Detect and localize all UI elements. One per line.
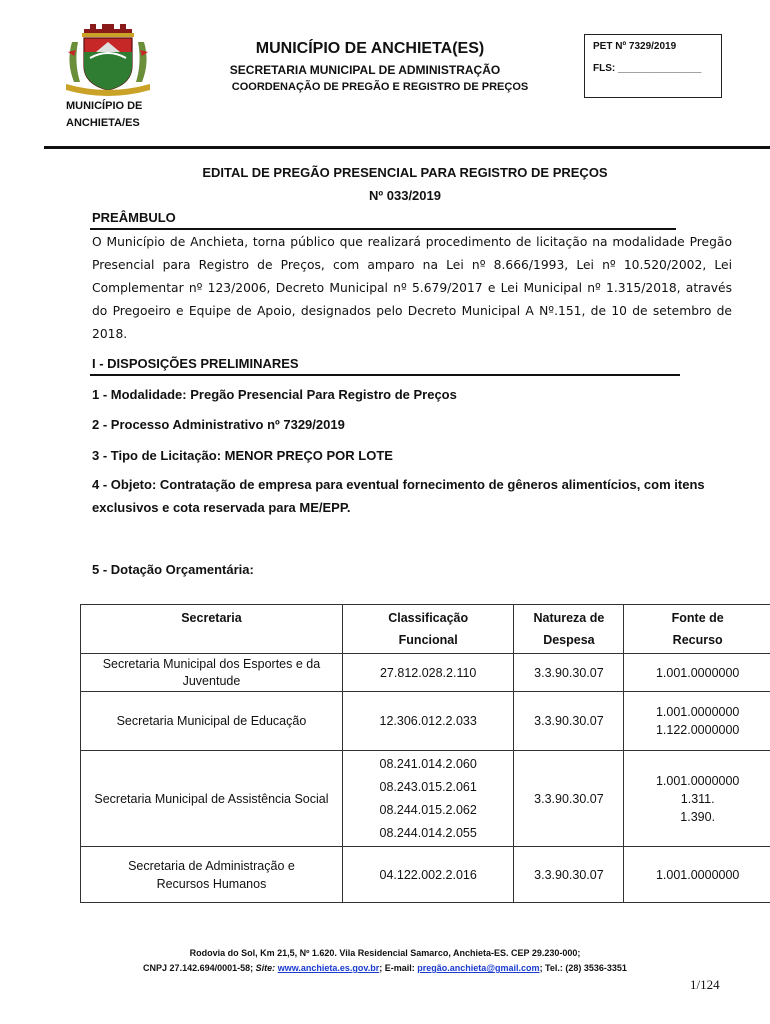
fonte-line: 1.311.	[680, 791, 715, 806]
item-dotacao: 5 - Dotação Orçamentária:	[92, 562, 254, 577]
table-row	[81, 847, 770, 903]
cell-secretaria	[81, 847, 343, 903]
preamble-rule	[90, 228, 676, 230]
header-classificacao	[342, 605, 514, 654]
footer-email-label: ; E-mail:	[379, 963, 415, 973]
cell-fonte: 1.001.0000000	[624, 654, 770, 692]
fonte-line: 1.001.0000000	[655, 773, 740, 788]
cell-fonte	[624, 692, 770, 751]
cell-classificacao: 12.306.012.2.033	[342, 692, 514, 751]
preamble-heading: PREÂMBULO	[92, 210, 176, 225]
item-objeto: 4 - Objeto: Contratação de empresa para eventual fornecimento de gêneros alimentícios, com itens exclusivos e cota reservada para ME/EPP.	[92, 477, 705, 515]
header-fonte-text: Fonte de Recurso	[671, 611, 724, 647]
fonte-line: 1.390.	[680, 809, 716, 824]
table-header-row	[81, 605, 770, 654]
crest-label-line1: MUNICÍPIO DE	[66, 100, 143, 112]
preamble-text: O Município de Anchieta, torna público que realizará procedimento de licitação na modalidade Pregão Presencial para Registro de Preços, com amparo na Lei nº 8.666/1993, Lei nº 10.520/2002, Lei Complementar nº 123/2006, Decreto Municipal nº 5.679/2017 e Lei Municipal nº 1.315/2018, através do Pregoeiro e Equipe de Apoio, designados pelo Decreto Municipal A Nº.151, de 10 de setembro de 2018.	[92, 235, 732, 341]
municipality-title: MUNICÍPIO DE ANCHIETA(ES)	[255, 40, 485, 57]
header-secretaria: Secretaria	[81, 605, 343, 654]
site-link[interactable]: www.anchieta.es.gov.br	[277, 963, 380, 973]
cell-natureza: 3.3.90.30.07	[514, 847, 624, 903]
header-natureza	[514, 605, 624, 654]
budget-allocation-table	[80, 604, 770, 903]
fonte-line: 1.122.0000000	[655, 723, 740, 737]
footer-address: Rodovia do Sol, Km 21,5, Nº 1.620. Vila Residencial Samarco, Anchieta-ES. CEP 29.230-000;	[189, 948, 581, 958]
header-natureza-text: Natureza de Despesa	[533, 611, 605, 647]
header-fonte	[624, 605, 770, 654]
secretaria-text: Secretaria de Administração e Recursos Humanos	[128, 858, 295, 891]
table-row	[81, 751, 770, 847]
page-number: 1/124	[690, 977, 720, 992]
email-link[interactable]: pregão.anchieta@gmail.com	[417, 963, 540, 973]
table-row	[81, 654, 770, 692]
footer-cnpj: CNPJ 27.142.694/0001-58;	[143, 963, 254, 973]
section-rule	[90, 374, 680, 376]
document-number: Nº 033/2019	[369, 188, 441, 203]
municipal-coat-of-arms	[62, 22, 154, 96]
secretariat-subtitle: SECRETARIA MUNICIPAL DE ADMINISTRAÇÃO	[229, 63, 501, 77]
classificacao-line: 08.243.015.2.061	[379, 779, 477, 794]
footer-phone: ; Tel.: (28) 3536-3351	[539, 963, 627, 973]
protocol-box	[584, 34, 722, 98]
cell-classificacao: 27.812.028.2.110	[342, 654, 514, 692]
classificacao-line: 08.241.014.2.060	[379, 756, 477, 771]
cell-fonte: 1.001.0000000	[624, 847, 770, 903]
cell-classificacao: 04.122.002.2.016	[342, 847, 514, 903]
document-title: EDITAL DE PREGÃO PRESENCIAL PARA REGISTRO DE PREÇOS	[202, 165, 608, 180]
header-divider	[44, 146, 770, 149]
cell-secretaria: Secretaria Municipal de Educação	[81, 692, 343, 751]
cell-natureza: 3.3.90.30.07	[514, 692, 624, 751]
fonte-line: 1.001.0000000	[655, 705, 740, 719]
cell-natureza: 3.3.90.30.07	[514, 654, 624, 692]
item-tipo-licitacao: 3 - Tipo de Licitação: MENOR PREÇO POR LOTE	[92, 448, 393, 463]
cell-natureza: 3.3.90.30.07	[514, 751, 624, 847]
footer-contacts	[80, 963, 690, 973]
pet-number: PET Nº 7329/2019	[593, 41, 677, 52]
header-classificacao-text: Classificação Funcional	[388, 611, 469, 647]
cell-secretaria	[81, 751, 343, 847]
item-processo: 2 - Processo Administrativo nº 7329/2019	[92, 417, 345, 432]
coordination-subtitle: COORDENAÇÃO DE PREGÃO E REGISTRO DE PREÇOS	[231, 81, 529, 93]
cell-secretaria: Secretaria Municipal dos Esportes e da Juventude	[81, 654, 343, 692]
cell-fonte	[624, 751, 770, 847]
classificacao-line: 08.244.015.2.062	[379, 802, 477, 817]
cell-classificacao	[342, 751, 514, 847]
table-row	[81, 692, 770, 751]
secretaria-text: Secretaria Municipal de Assistência Social	[94, 791, 329, 806]
section-heading-preliminary: I - DISPOSIÇÕES PRELIMINARES	[92, 356, 299, 371]
item-modalidade: 1 - Modalidade: Pregão Presencial Para Registro de Preços	[92, 387, 457, 402]
footer-site-label: Site:	[255, 963, 276, 973]
fls-field: FLS: _______________	[593, 63, 702, 74]
classificacao-line: 08.244.014.2.055	[379, 825, 477, 840]
crest-label-line2: ANCHIETA/ES	[66, 117, 140, 129]
